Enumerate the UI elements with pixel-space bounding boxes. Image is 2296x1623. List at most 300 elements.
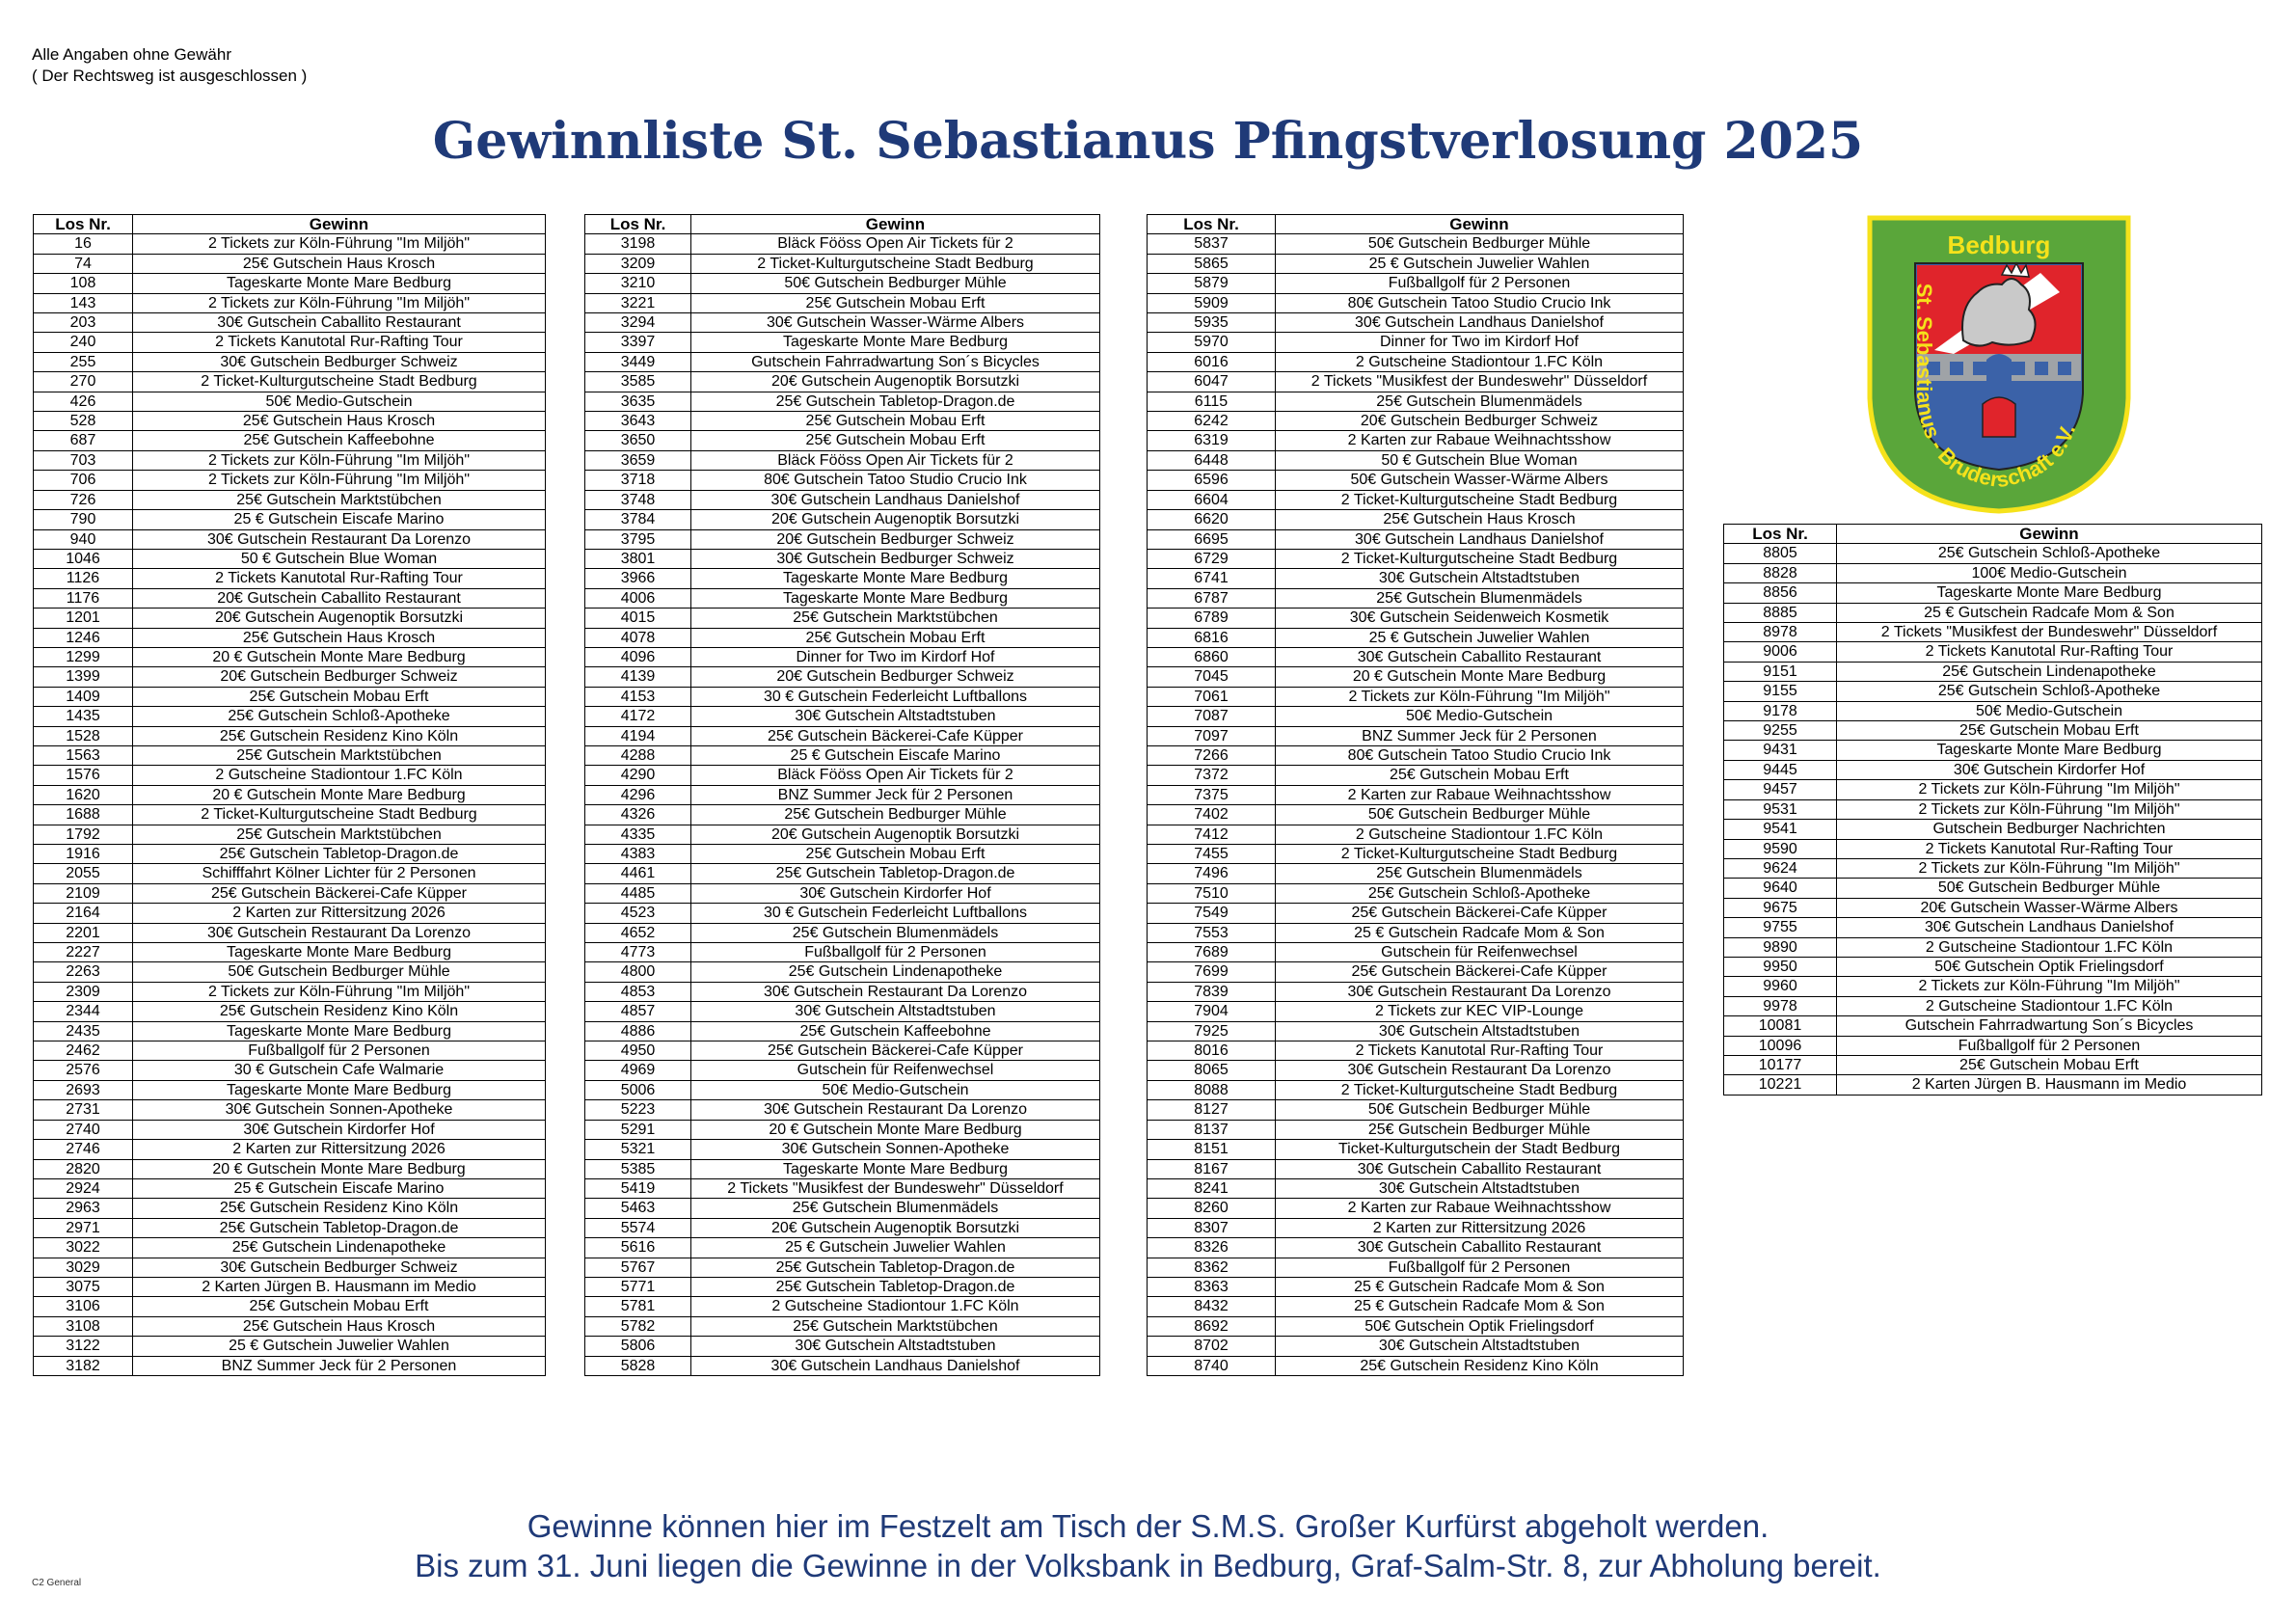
los-nr-cell: 8885 bbox=[1724, 603, 1837, 622]
gewinn-cell: 30 € Gutschein Cafe Walmarie bbox=[133, 1061, 546, 1080]
los-nr-cell: 5806 bbox=[585, 1337, 691, 1356]
los-nr-cell: 726 bbox=[34, 490, 133, 509]
los-nr-cell: 4335 bbox=[585, 825, 691, 844]
table-row bbox=[34, 1041, 546, 1061]
pickup-notice-line-1: Gewinne können hier im Festzelt am Tisch der S.M.S. Großer Kurfürst abgeholt werden. bbox=[527, 1508, 1769, 1544]
los-nr-cell: 4153 bbox=[585, 687, 691, 706]
table-row bbox=[34, 333, 546, 352]
gewinn-cell: 25€ Gutschein Bäckerei-Cafe Küpper bbox=[1276, 962, 1684, 982]
table-row bbox=[1148, 372, 1684, 392]
table-row bbox=[585, 254, 1100, 273]
table-row bbox=[1148, 569, 1684, 588]
table-row bbox=[1148, 1159, 1684, 1178]
table-row bbox=[585, 667, 1100, 687]
gewinn-cell: 2 Tickets "Musikfest der Bundeswehr" Düsseldorf bbox=[1276, 372, 1684, 392]
table-row bbox=[34, 707, 546, 726]
table-row bbox=[1148, 529, 1684, 549]
gewinn-cell: BNZ Summer Jeck für 2 Personen bbox=[133, 1356, 546, 1375]
table-row bbox=[585, 293, 1100, 312]
table-row bbox=[1148, 1199, 1684, 1218]
gewinn-cell: Tageskarte Monte Mare Bedburg bbox=[691, 1159, 1100, 1178]
table-row bbox=[1148, 609, 1684, 628]
table-row bbox=[585, 726, 1100, 745]
logo-top-text: Bedburg bbox=[1947, 230, 2051, 259]
table-row bbox=[1148, 805, 1684, 825]
gewinn-cell: 50€ Gutschein Optik Frielingsdorf bbox=[1276, 1316, 1684, 1336]
los-nr-cell: 4015 bbox=[585, 609, 691, 628]
table-row bbox=[585, 1159, 1100, 1178]
table-row bbox=[1724, 820, 2262, 839]
gewinn-cell: 30€ Gutschein Sonnen-Apotheke bbox=[133, 1100, 546, 1120]
gewinn-cell: 30€ Gutschein Restaurant Da Lorenzo bbox=[691, 1100, 1100, 1120]
table-row bbox=[34, 883, 546, 903]
los-nr-cell: 703 bbox=[34, 450, 133, 470]
table-row bbox=[585, 510, 1100, 529]
table-row bbox=[34, 569, 546, 588]
winners-table-2 bbox=[584, 214, 1100, 1376]
los-nr-cell: 1176 bbox=[34, 588, 133, 608]
table-row bbox=[1148, 904, 1684, 923]
los-nr-cell: 940 bbox=[34, 529, 133, 549]
gewinn-cell: 25€ Gutschein Tabletop-Dragon.de bbox=[133, 1218, 546, 1237]
table-row bbox=[1724, 623, 2262, 642]
table-row bbox=[1148, 1277, 1684, 1296]
gewinn-cell: 30€ Gutschein Restaurant Da Lorenzo bbox=[1276, 982, 1684, 1001]
los-nr-cell: 8856 bbox=[1724, 583, 1837, 603]
gewinn-cell: 25€ Gutschein Blumenmädels bbox=[1276, 588, 1684, 608]
gewinn-cell: 25 € Gutschein Juwelier Wahlen bbox=[1276, 628, 1684, 647]
gewinn-cell: 2 Gutscheine Stadiontour 1.FC Köln bbox=[691, 1297, 1100, 1316]
table-row bbox=[585, 1316, 1100, 1336]
gewinn-cell: 25€ Gutschein Blumenmädels bbox=[1276, 392, 1684, 411]
los-nr-cell: 6016 bbox=[1148, 352, 1276, 371]
los-nr-cell: 2309 bbox=[34, 982, 133, 1001]
table-row bbox=[34, 1159, 546, 1178]
gewinn-cell: 2 Karten Jürgen B. Hausmann im Medio bbox=[133, 1277, 546, 1296]
gewinn-cell: 25€ Gutschein Residenz Kino Köln bbox=[1276, 1356, 1684, 1375]
table-row bbox=[34, 412, 546, 431]
gewinn-cell: Gutschein Fahrradwartung Son´s Bicycles bbox=[1837, 1016, 2262, 1036]
los-nr-cell: 1528 bbox=[34, 726, 133, 745]
gewinn-cell: 25€ Gutschein Marktstübchen bbox=[691, 1316, 1100, 1336]
table-row bbox=[585, 1218, 1100, 1237]
table-row bbox=[585, 471, 1100, 490]
table-header-row bbox=[1148, 215, 1684, 234]
los-nr-cell: 2462 bbox=[34, 1041, 133, 1061]
table-row bbox=[34, 313, 546, 333]
gewinn-cell: 25€ Gutschein Kaffeebohne bbox=[691, 1021, 1100, 1041]
los-nr-cell: 10081 bbox=[1724, 1016, 1837, 1036]
los-nr-cell: 4326 bbox=[585, 805, 691, 825]
los-nr-cell: 5006 bbox=[585, 1080, 691, 1099]
los-nr-cell: 528 bbox=[34, 412, 133, 431]
gewinn-cell: Tageskarte Monte Mare Bedburg bbox=[691, 588, 1100, 608]
table-row bbox=[34, 1218, 546, 1237]
gewinn-cell: 2 Ticket-Kulturgutscheine Stadt Bedburg bbox=[133, 805, 546, 825]
table-row bbox=[585, 923, 1100, 942]
los-nr-cell: 8151 bbox=[1148, 1140, 1276, 1159]
table-row bbox=[1148, 1258, 1684, 1277]
los-nr-cell: 2263 bbox=[34, 962, 133, 982]
table-row bbox=[1724, 583, 2262, 603]
gewinn-cell: 2 Tickets Kanutotal Rur-Rafting Tour bbox=[1837, 839, 2262, 858]
los-nr-cell: 8326 bbox=[1148, 1238, 1276, 1258]
gewinn-cell: 20 € Gutschein Monte Mare Bedburg bbox=[133, 1159, 546, 1178]
los-nr-cell: 7061 bbox=[1148, 687, 1276, 706]
los-nr-cell: 2576 bbox=[34, 1061, 133, 1080]
gewinn-cell: 50€ Medio-Gutschein bbox=[133, 392, 546, 411]
table-row bbox=[1148, 254, 1684, 273]
table-row bbox=[34, 450, 546, 470]
table-row bbox=[34, 1337, 546, 1356]
los-nr-cell: 3748 bbox=[585, 490, 691, 509]
los-nr-cell: 9978 bbox=[1724, 996, 1837, 1015]
table-row bbox=[585, 904, 1100, 923]
los-nr-cell: 2109 bbox=[34, 883, 133, 903]
gewinn-cell: Tageskarte Monte Mare Bedburg bbox=[691, 569, 1100, 588]
table-row bbox=[34, 549, 546, 568]
table-row bbox=[1148, 333, 1684, 352]
table-row bbox=[585, 529, 1100, 549]
table-row bbox=[585, 1021, 1100, 1041]
gewinn-cell: 25€ Gutschein Tabletop-Dragon.de bbox=[691, 1258, 1100, 1277]
table-row bbox=[1148, 352, 1684, 371]
table-row bbox=[585, 549, 1100, 568]
table-row bbox=[1148, 471, 1684, 490]
table-row bbox=[34, 1061, 546, 1080]
los-nr-cell: 8167 bbox=[1148, 1159, 1276, 1178]
los-nr-cell: 7097 bbox=[1148, 726, 1276, 745]
table-row bbox=[585, 490, 1100, 509]
table-row bbox=[585, 883, 1100, 903]
gewinn-cell: 25 € Gutschein Radcafe Mom & Son bbox=[1276, 1277, 1684, 1296]
los-nr-cell: 4139 bbox=[585, 667, 691, 687]
los-nr-cell: 2227 bbox=[34, 943, 133, 962]
logo-arc-text: St. Sebastianus - Bruderschaft e.V. bbox=[1911, 283, 2081, 493]
table-row bbox=[585, 1258, 1100, 1277]
los-nr-cell: 1435 bbox=[34, 707, 133, 726]
gewinn-cell: Tageskarte Monte Mare Bedburg bbox=[133, 943, 546, 962]
los-nr-cell: 4523 bbox=[585, 904, 691, 923]
los-nr-cell: 6115 bbox=[1148, 392, 1276, 411]
gewinn-cell: 25 € Gutschein Eiscafe Marino bbox=[133, 1178, 546, 1198]
table-row bbox=[585, 1120, 1100, 1139]
gewinn-cell: 30€ Gutschein Landhaus Danielshof bbox=[691, 1356, 1100, 1375]
los-nr-cell: 2201 bbox=[34, 923, 133, 942]
gewinn-cell: 100€ Medio-Gutschein bbox=[1837, 563, 2262, 582]
los-nr-cell: 203 bbox=[34, 313, 133, 333]
table-row bbox=[1724, 721, 2262, 741]
table-row bbox=[1724, 780, 2262, 799]
gewinn-header: Gewinn bbox=[691, 215, 1100, 234]
gewinn-cell: Bläck Fööss Open Air Tickets für 2 bbox=[691, 234, 1100, 254]
gewinn-cell: 30€ Gutschein Bedburger Schweiz bbox=[691, 549, 1100, 568]
los-nr-cell: 3650 bbox=[585, 431, 691, 450]
gewinn-cell: 2 Tickets Kanutotal Rur-Rafting Tour bbox=[1837, 642, 2262, 662]
pickup-notice bbox=[0, 1506, 2296, 1585]
gewinn-cell: Bläck Fööss Open Air Tickets für 2 bbox=[691, 766, 1100, 785]
los-nr-cell: 9541 bbox=[1724, 820, 1837, 839]
gewinn-cell: 25€ Gutschein Residenz Kino Köln bbox=[133, 1199, 546, 1218]
los-nr-cell: 6787 bbox=[1148, 588, 1276, 608]
gewinn-cell: 30€ Gutschein Kirdorfer Hof bbox=[133, 1120, 546, 1139]
gewinn-cell: 2 Ticket-Kulturgutscheine Stadt Bedburg bbox=[133, 372, 546, 392]
table-row bbox=[34, 1297, 546, 1316]
los-nr-cell: 4194 bbox=[585, 726, 691, 745]
table-row bbox=[1148, 1041, 1684, 1061]
gewinn-cell: 25€ Gutschein Residenz Kino Köln bbox=[133, 726, 546, 745]
gewinn-cell: 50€ Gutschein Bedburger Mühle bbox=[1276, 234, 1684, 254]
gewinn-cell: 25 € Gutschein Eiscafe Marino bbox=[133, 510, 546, 529]
gewinn-cell: 2 Tickets zur KEC VIP-Lounge bbox=[1276, 1002, 1684, 1021]
table-row bbox=[1724, 1016, 2262, 1036]
table-row bbox=[1148, 726, 1684, 745]
table-row bbox=[585, 274, 1100, 293]
los-nr-cell: 4078 bbox=[585, 628, 691, 647]
gewinn-cell: 20€ Gutschein Augenoptik Borsutzki bbox=[691, 1218, 1100, 1237]
gewinn-cell: 20€ Gutschein Bedburger Schweiz bbox=[1276, 412, 1684, 431]
gewinn-cell: 20€ Gutschein Wasser-Wärme Albers bbox=[1837, 898, 2262, 917]
table-row bbox=[1148, 1021, 1684, 1041]
winners-table-3 bbox=[1147, 214, 1684, 1376]
table-row bbox=[585, 1277, 1100, 1296]
table-row bbox=[585, 609, 1100, 628]
gewinn-cell: 80€ Gutschein Tatoo Studio Crucio Ink bbox=[691, 471, 1100, 490]
gewinn-cell: 25€ Gutschein Schloß-Apotheke bbox=[1837, 544, 2262, 563]
gewinn-cell: 25€ Gutschein Tabletop-Dragon.de bbox=[691, 1277, 1100, 1296]
gewinn-cell: 30€ Gutschein Altstadtstuben bbox=[691, 1337, 1100, 1356]
table-row bbox=[1148, 766, 1684, 785]
los-nr-cell: 9640 bbox=[1724, 879, 1837, 898]
table-row bbox=[1148, 412, 1684, 431]
gewinn-cell: 25 € Gutschein Radcafe Mom & Son bbox=[1837, 603, 2262, 622]
los-nr-cell: 4288 bbox=[585, 745, 691, 765]
gewinn-cell: 25 € Gutschein Juwelier Wahlen bbox=[1276, 254, 1684, 273]
los-nr-cell: 5223 bbox=[585, 1100, 691, 1120]
table-row bbox=[34, 1120, 546, 1139]
table-row bbox=[1148, 1356, 1684, 1375]
table-row bbox=[1724, 642, 2262, 662]
gewinn-cell: 20 € Gutschein Monte Mare Bedburg bbox=[133, 647, 546, 666]
los-nr-cell: 5970 bbox=[1148, 333, 1276, 352]
gewinn-cell: 2 Ticket-Kulturgutscheine Stadt Bedburg bbox=[1276, 845, 1684, 864]
gewinn-cell: 20€ Gutschein Bedburger Schweiz bbox=[691, 529, 1100, 549]
gewinn-cell: 20 € Gutschein Monte Mare Bedburg bbox=[133, 785, 546, 804]
table-row bbox=[585, 1238, 1100, 1258]
gewinn-cell: 25€ Gutschein Mobau Erft bbox=[1837, 721, 2262, 741]
los-nr-cell: 2344 bbox=[34, 1002, 133, 1021]
table-row bbox=[1148, 687, 1684, 706]
gewinn-cell: Tageskarte Monte Mare Bedburg bbox=[133, 274, 546, 293]
gewinn-cell: 30 € Gutschein Federleicht Luftballons bbox=[691, 687, 1100, 706]
table-row bbox=[1148, 707, 1684, 726]
table-row bbox=[585, 1337, 1100, 1356]
table-row bbox=[1724, 918, 2262, 937]
los-nr-cell: 3198 bbox=[585, 234, 691, 254]
gewinn-cell: 30€ Gutschein Landhaus Danielshof bbox=[1276, 529, 1684, 549]
gewinn-cell: 2 Ticket-Kulturgutscheine Stadt Bedburg bbox=[1276, 1080, 1684, 1099]
table-row bbox=[1148, 1297, 1684, 1316]
gewinn-cell: 50€ Gutschein Bedburger Mühle bbox=[1837, 879, 2262, 898]
los-nr-header: Los Nr. bbox=[34, 215, 133, 234]
los-nr-cell: 4461 bbox=[585, 864, 691, 883]
los-nr-cell: 8692 bbox=[1148, 1316, 1276, 1336]
gewinn-cell: 25€ Gutschein Blumenmädels bbox=[1276, 864, 1684, 883]
table-row bbox=[1724, 682, 2262, 701]
table-row bbox=[1148, 313, 1684, 333]
table-row bbox=[585, 766, 1100, 785]
los-nr-cell: 6860 bbox=[1148, 647, 1276, 666]
gewinn-cell: 2 Tickets zur Köln-Führung "Im Miljöh" bbox=[1276, 687, 1684, 706]
los-nr-cell: 5291 bbox=[585, 1120, 691, 1139]
los-nr-cell: 4853 bbox=[585, 982, 691, 1001]
gewinn-cell: 25€ Gutschein Schloß-Apotheke bbox=[133, 707, 546, 726]
los-nr-cell: 10177 bbox=[1724, 1055, 1837, 1074]
los-nr-cell: 7372 bbox=[1148, 766, 1276, 785]
table-row bbox=[585, 745, 1100, 765]
gewinn-cell: Tageskarte Monte Mare Bedburg bbox=[133, 1080, 546, 1099]
gewinn-cell: 25€ Gutschein Mobau Erft bbox=[1837, 1055, 2262, 1074]
gewinn-cell: Schifffahrt Kölner Lichter für 2 Personen bbox=[133, 864, 546, 883]
los-nr-cell: 4383 bbox=[585, 845, 691, 864]
table-row bbox=[1148, 1100, 1684, 1120]
los-nr-cell: 3122 bbox=[34, 1337, 133, 1356]
gewinn-cell: 25€ Gutschein Lindenapotheke bbox=[691, 962, 1100, 982]
table-row bbox=[1148, 274, 1684, 293]
los-nr-cell: 8307 bbox=[1148, 1218, 1276, 1237]
gewinn-cell: 25€ Gutschein Marktstübchen bbox=[133, 825, 546, 844]
gewinn-cell: 20 € Gutschein Monte Mare Bedburg bbox=[1276, 667, 1684, 687]
los-nr-cell: 74 bbox=[34, 254, 133, 273]
table-row bbox=[1148, 943, 1684, 962]
table-row bbox=[585, 1297, 1100, 1316]
gewinn-cell: 30€ Gutschein Altstadtstuben bbox=[691, 1002, 1100, 1021]
los-nr-cell: 7904 bbox=[1148, 1002, 1276, 1021]
gewinn-cell: 50€ Gutschein Bedburger Mühle bbox=[691, 274, 1100, 293]
los-nr-cell: 3795 bbox=[585, 529, 691, 549]
table-row bbox=[34, 687, 546, 706]
gewinn-cell: 30€ Gutschein Sonnen-Apotheke bbox=[691, 1140, 1100, 1159]
los-nr-cell: 2740 bbox=[34, 1120, 133, 1139]
los-nr-cell: 2731 bbox=[34, 1100, 133, 1120]
table-row bbox=[1724, 1075, 2262, 1095]
table-row bbox=[34, 647, 546, 666]
los-nr-cell: 5385 bbox=[585, 1159, 691, 1178]
los-nr-cell: 2746 bbox=[34, 1140, 133, 1159]
gewinn-cell: 25€ Gutschein Schloß-Apotheke bbox=[1276, 883, 1684, 903]
los-nr-cell: 2164 bbox=[34, 904, 133, 923]
los-nr-cell: 9531 bbox=[1724, 799, 1837, 819]
los-nr-cell: 3106 bbox=[34, 1297, 133, 1316]
table-row bbox=[585, 864, 1100, 883]
los-nr-cell: 7412 bbox=[1148, 825, 1276, 844]
pickup-notice-line-2: Bis zum 31. Juni liegen die Gewinne in der Volksbank in Bedburg, Graf-Salm-Str. 8, zur Abholung bereit. bbox=[415, 1548, 1881, 1583]
table-row bbox=[1724, 603, 2262, 622]
los-nr-cell: 6448 bbox=[1148, 450, 1276, 470]
los-nr-cell: 2820 bbox=[34, 1159, 133, 1178]
table-row bbox=[1148, 1178, 1684, 1198]
gewinn-cell: Fußballgolf für 2 Personen bbox=[1276, 1258, 1684, 1277]
table-row bbox=[585, 333, 1100, 352]
los-nr-cell: 1916 bbox=[34, 845, 133, 864]
los-nr-cell: 4096 bbox=[585, 647, 691, 666]
los-nr-cell: 4800 bbox=[585, 962, 691, 982]
disclaimer-line-1: Alle Angaben ohne Gewähr bbox=[32, 45, 231, 64]
los-nr-cell: 1201 bbox=[34, 609, 133, 628]
los-nr-cell: 8137 bbox=[1148, 1120, 1276, 1139]
gewinn-cell: 25 € Gutschein Radcafe Mom & Son bbox=[1276, 923, 1684, 942]
los-nr-cell: 6741 bbox=[1148, 569, 1276, 588]
gewinn-cell: Fußballgolf für 2 Personen bbox=[1276, 274, 1684, 293]
los-nr-cell: 426 bbox=[34, 392, 133, 411]
los-nr-cell: 4485 bbox=[585, 883, 691, 903]
table-row bbox=[1148, 647, 1684, 666]
gewinn-cell: 25€ Gutschein Haus Krosch bbox=[133, 1316, 546, 1336]
table-row bbox=[1724, 662, 2262, 681]
table-row bbox=[585, 1356, 1100, 1375]
table-row bbox=[585, 1080, 1100, 1099]
gewinn-cell: 30€ Gutschein Altstadtstuben bbox=[691, 707, 1100, 726]
table-row bbox=[1148, 923, 1684, 942]
los-nr-header: Los Nr. bbox=[585, 215, 691, 234]
gewinn-cell: 25€ Gutschein Schloß-Apotheke bbox=[1837, 682, 2262, 701]
gewinn-cell: 25€ Gutschein Mobau Erft bbox=[691, 845, 1100, 864]
table-row bbox=[1148, 1061, 1684, 1080]
los-nr-cell: 8432 bbox=[1148, 1297, 1276, 1316]
table-row bbox=[34, 471, 546, 490]
los-nr-cell: 9178 bbox=[1724, 701, 1837, 720]
los-nr-cell: 6604 bbox=[1148, 490, 1276, 509]
los-nr-cell: 1399 bbox=[34, 667, 133, 687]
gewinn-cell: 30€ Gutschein Caballito Restaurant bbox=[1276, 1238, 1684, 1258]
los-nr-cell: 9431 bbox=[1724, 741, 1837, 760]
gewinn-cell: 30€ Gutschein Caballito Restaurant bbox=[133, 313, 546, 333]
table-row bbox=[34, 392, 546, 411]
table-row bbox=[1724, 760, 2262, 779]
table-row bbox=[585, 1178, 1100, 1198]
table-row bbox=[1724, 544, 2262, 563]
gewinn-cell: 50€ Medio-Gutschein bbox=[1837, 701, 2262, 720]
gewinn-cell: 25 € Gutschein Radcafe Mom & Son bbox=[1276, 1297, 1684, 1316]
gewinn-cell: 2 Tickets "Musikfest der Bundeswehr" Düsseldorf bbox=[691, 1178, 1100, 1198]
table-row bbox=[1148, 450, 1684, 470]
gewinn-cell: 2 Tickets zur Köln-Führung "Im Miljöh" bbox=[133, 471, 546, 490]
los-nr-cell: 16 bbox=[34, 234, 133, 254]
table-row bbox=[34, 766, 546, 785]
table-row bbox=[585, 392, 1100, 411]
los-nr-cell: 3029 bbox=[34, 1258, 133, 1277]
gewinn-cell: 25€ Gutschein Lindenapotheke bbox=[1837, 662, 2262, 681]
table-row bbox=[34, 1021, 546, 1041]
gewinn-cell: 2 Tickets zur Köln-Führung "Im Miljöh" bbox=[133, 450, 546, 470]
table-row bbox=[1148, 628, 1684, 647]
gewinn-cell: 2 Gutscheine Stadiontour 1.FC Köln bbox=[1837, 996, 2262, 1015]
gewinn-cell: 25€ Gutschein Bäckerei-Cafe Küpper bbox=[1276, 904, 1684, 923]
los-nr-cell: 4886 bbox=[585, 1021, 691, 1041]
los-nr-cell: 6620 bbox=[1148, 510, 1276, 529]
gewinn-cell: 30€ Gutschein Bedburger Schweiz bbox=[133, 352, 546, 371]
los-nr-cell: 5837 bbox=[1148, 234, 1276, 254]
disclaimer-line-2: ( Der Rechtsweg ist ausgeschlossen ) bbox=[32, 67, 308, 85]
table-row bbox=[585, 845, 1100, 864]
los-nr-cell: 3635 bbox=[585, 392, 691, 411]
los-nr-cell: 1792 bbox=[34, 825, 133, 844]
los-nr-cell: 143 bbox=[34, 293, 133, 312]
gewinn-cell: 2 Tickets Kanutotal Rur-Rafting Tour bbox=[133, 569, 546, 588]
table-row bbox=[585, 1100, 1100, 1120]
classification-label: C2 General bbox=[32, 1578, 82, 1588]
gewinn-cell: 2 Tickets "Musikfest der Bundeswehr" Düsseldorf bbox=[1837, 623, 2262, 642]
